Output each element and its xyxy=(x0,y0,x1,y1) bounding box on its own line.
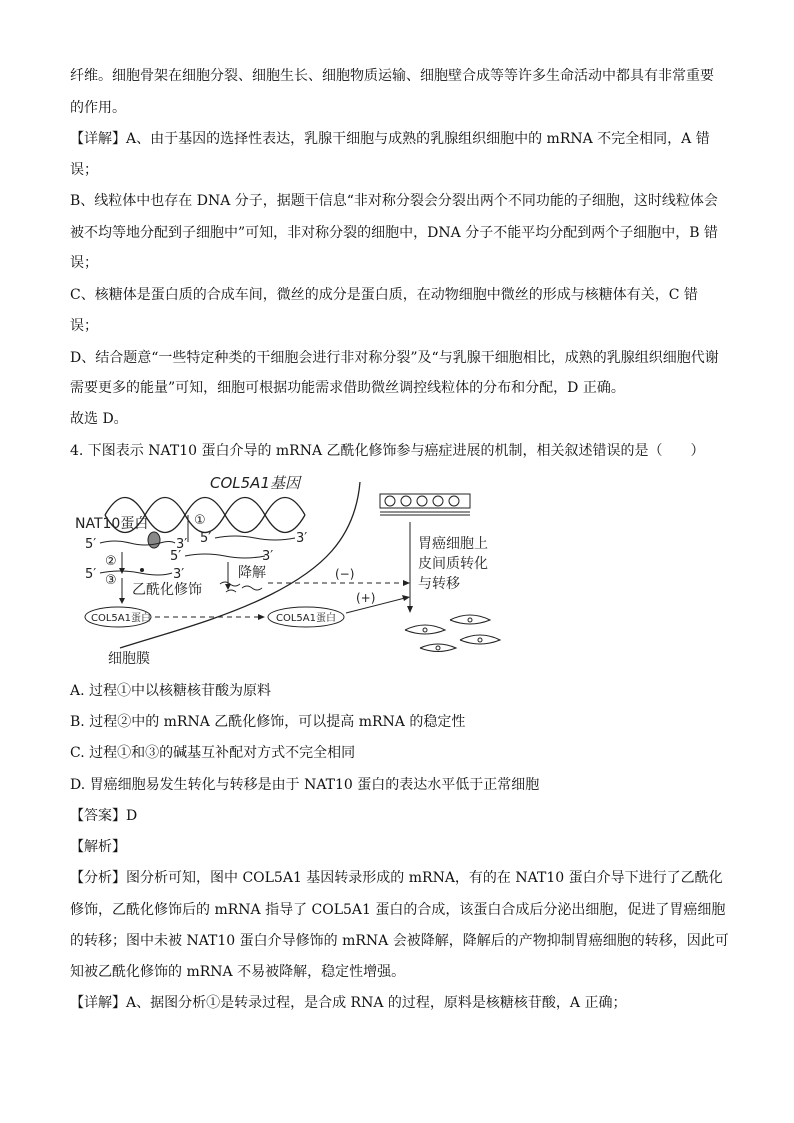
protein-label: COL5A1蛋白 xyxy=(91,613,151,624)
step-3-label: ③ xyxy=(105,573,117,588)
emt-label: 与转移 xyxy=(418,576,460,592)
paragraph-line: C、核糖体是蛋白质的合成车间，微丝的成分是蛋白质，在动物细胞中微丝的形成与核糖体有关，C 错 xyxy=(70,287,698,303)
three-prime-label: 3′ xyxy=(173,567,185,582)
paragraph-line: D、结合题意“一些特定种类的干细胞会进行非对称分裂”及“与乳腺干细胞相比，成熟的乳腺组织细胞代谢 xyxy=(70,350,719,366)
paragraph-line: B、线粒体中也存在 DNA 分子，据题干信息“非对称分裂会分裂出两个不同功能的子细胞，这时线粒体会 xyxy=(70,193,718,209)
three-prime-label: 3′ xyxy=(262,549,274,564)
paragraph-line: 误； xyxy=(70,318,98,334)
option-c: C. 过程①和③的碱基互补配对方式不完全相同 xyxy=(70,745,356,761)
three-prime-label: 3′ xyxy=(296,531,308,546)
analysis-line: 【分析】图分析可知，图中 COL5A1 基因转录形成的 mRNA，有的在 NAT10 蛋白介导下进行了乙酰化 xyxy=(70,870,723,886)
question-stem: 4. 下图表示 NAT10 蛋白介导的 mRNA 乙酰化修饰参与癌症进展的机制，相关叙述错误的是（ ） xyxy=(70,443,705,459)
answer: 【答案】D xyxy=(70,808,138,824)
analysis-line: 的转移；图中未被 NAT10 蛋白介导修饰的 mRNA 会被降解，降解后的产物抑制胃癌细胞的转移，因此可 xyxy=(70,933,729,949)
option-a: A. 过程①中以核糖核苷酸为原料 xyxy=(70,683,272,699)
mrna-strand xyxy=(185,554,265,558)
paragraph-line: 故选 D。 xyxy=(70,411,128,427)
mrna-strand xyxy=(215,536,295,540)
analysis-heading: 【解析】 xyxy=(70,839,126,855)
nat10-protein-icon xyxy=(148,532,160,548)
paragraph-line: 【详解】A、由于基因的选择性表达，乳腺干细胞与成熟的乳腺组织细胞中的 mRNA 不完全相同，A 错 xyxy=(70,131,710,147)
analysis-line: 知被乙酰化修饰的 mRNA 不易被降解，稳定性增强。 xyxy=(70,964,406,980)
degraded-fragments xyxy=(220,582,262,592)
protein-label: COL5A1蛋白 xyxy=(276,613,336,624)
five-prime-label: 5′ xyxy=(200,531,212,546)
option-b: B. 过程②中的 mRNA 乙酰化修饰，可以提高 mRNA 的稳定性 xyxy=(70,714,466,730)
nat10-label: NAT10蛋白 xyxy=(75,516,149,532)
paragraph-line: 误； xyxy=(70,255,98,271)
emt-label: 胃癌细胞上 xyxy=(418,536,488,552)
analysis-line: 修饰，乙酰化修饰后的 mRNA 指导了 COL5A1 蛋白的合成，该蛋白合成后分泌出细胞，促进了胃癌细胞 xyxy=(70,902,726,918)
mesenchymal-cells xyxy=(405,615,500,652)
paragraph-line: 纤维。细胞骨架在细胞分裂、细胞生长、细胞物质运输、细胞壁合成等等许多生命活动中都具有非常重要 xyxy=(70,68,714,84)
step-2-label: ② xyxy=(105,554,117,569)
inhibit-label: (−) xyxy=(335,567,355,581)
paragraph-line: 的作用。 xyxy=(70,100,126,116)
promote-label: (+) xyxy=(356,591,376,605)
mrna-strand xyxy=(100,541,175,545)
three-prime-label: 3′ xyxy=(176,537,188,552)
analysis-line: 【详解】A、据图分析①是转录过程，是合成 RNA 的过程，原料是核糖核苷酸，A 正确； xyxy=(70,995,627,1011)
membrane-label: 细胞膜 xyxy=(108,651,150,667)
paragraph-line: 被不均等地分配到子细胞中”可知，非对称分裂的细胞中，DNA 分子不能平均分配到两个子细胞中，B 错 xyxy=(70,225,718,241)
paragraph-line: 需要更多的能量”可知，细胞可根据功能需求借助微丝调控线粒体的分布和分配，D 正确。 xyxy=(70,380,625,396)
emt-label: 皮间质转化 xyxy=(418,556,488,572)
five-prime-label: 5′ xyxy=(85,537,97,552)
step-1-label: ① xyxy=(194,513,206,528)
option-d: D. 胃癌细胞易发生转化与转移是由于 NAT10 蛋白的表达水平低于正常细胞 xyxy=(70,777,540,793)
degradation-label: 降解 xyxy=(238,565,266,581)
paragraph-line: 误； xyxy=(70,162,98,178)
five-prime-label: 5′ xyxy=(85,567,97,582)
acetylation-label: 乙酰化修饰 xyxy=(132,582,202,598)
mechanism-diagram xyxy=(70,470,530,670)
five-prime-label: 5′ xyxy=(170,549,182,564)
gene-label: COL5A1基因 xyxy=(210,474,300,492)
epithelial-cells xyxy=(380,494,470,515)
